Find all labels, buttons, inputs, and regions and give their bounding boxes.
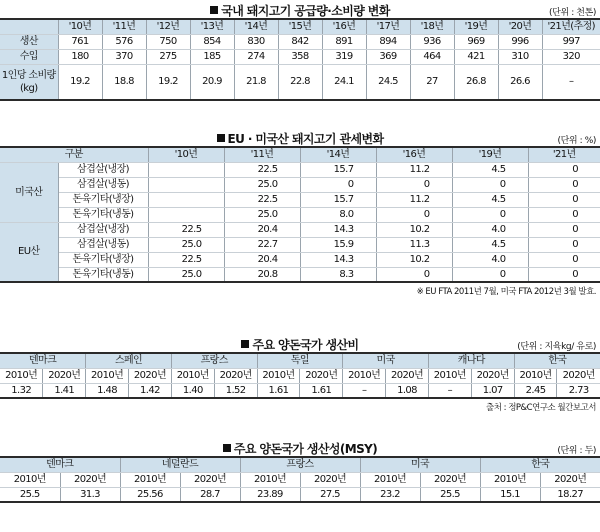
table-row bbox=[0, 252, 600, 267]
table-cell: 1.08 bbox=[386, 383, 429, 398]
header-cell bbox=[0, 19, 58, 34]
table-cell bbox=[148, 207, 224, 222]
table-cell: 842 bbox=[278, 34, 322, 49]
table-cell: 25.5 bbox=[420, 487, 480, 502]
table-cell: 370 bbox=[102, 49, 146, 64]
table-cell: 21.8 bbox=[234, 64, 278, 100]
table-cell: 1.61 bbox=[257, 383, 300, 398]
table-row bbox=[0, 162, 600, 177]
table-cell: 854 bbox=[190, 34, 234, 49]
table-cell: 22.5 bbox=[224, 162, 300, 177]
header-cell: 구분 bbox=[0, 147, 148, 162]
title-text: 주요 양돈국가 생산성(MSY) bbox=[233, 442, 378, 456]
table-cell: 25.0 bbox=[148, 237, 224, 252]
square-bullet-icon bbox=[223, 444, 231, 452]
title-text: 국내 돼지고기 공급량·소비량 변화 bbox=[221, 4, 390, 18]
square-bullet-icon bbox=[217, 134, 225, 142]
table-cell: 10.2 bbox=[376, 252, 452, 267]
table-cell: 969 bbox=[454, 34, 498, 49]
table-cell: – bbox=[542, 64, 600, 100]
table-cell: 0 bbox=[528, 207, 600, 222]
year-header: 2020년 bbox=[43, 368, 86, 383]
square-bullet-icon bbox=[210, 6, 218, 14]
table-cell: 0 bbox=[376, 207, 452, 222]
square-bullet-icon bbox=[241, 340, 249, 348]
table-cell: 25.0 bbox=[224, 177, 300, 192]
table-header-row bbox=[0, 353, 600, 368]
year-header: '18년 bbox=[410, 19, 454, 34]
item-label: 돈육기타(냉장) bbox=[58, 192, 148, 207]
table-cell bbox=[148, 192, 224, 207]
country-header: 캐나다 bbox=[428, 353, 514, 368]
table-cell: 0 bbox=[528, 252, 600, 267]
table-cell: 14.3 bbox=[300, 222, 376, 237]
unit-label: (단위 : 두) bbox=[557, 446, 596, 456]
year-header: 2010년 bbox=[428, 368, 471, 383]
year-header: 2020년 bbox=[386, 368, 429, 383]
table-cell: 8.3 bbox=[300, 267, 376, 282]
table-cell: 23.89 bbox=[240, 487, 300, 502]
group-label: EU산 bbox=[0, 222, 58, 282]
table-cell: 0 bbox=[528, 267, 600, 282]
table-cell: 11.2 bbox=[376, 162, 452, 177]
table-cell: 1.42 bbox=[129, 383, 172, 398]
table-cell: 19.2 bbox=[58, 64, 102, 100]
table-cell: 830 bbox=[234, 34, 278, 49]
row-label: 생산 bbox=[0, 34, 58, 49]
item-label: 삼겹살(냉동) bbox=[58, 237, 148, 252]
item-label: 돈육기타(냉동) bbox=[58, 267, 148, 282]
year-header: 2020년 bbox=[60, 472, 120, 487]
table-cell: 358 bbox=[278, 49, 322, 64]
production-cost-section bbox=[0, 334, 600, 413]
year-header: '20년 bbox=[498, 19, 542, 34]
item-label: 돈육기타(냉장) bbox=[58, 252, 148, 267]
table-cell: 369 bbox=[366, 49, 410, 64]
table-cell: 0 bbox=[452, 267, 528, 282]
table-cell: 996 bbox=[498, 34, 542, 49]
table-row bbox=[0, 34, 600, 49]
table-cell: 180 bbox=[58, 49, 102, 64]
row-label-text: 1인당 소비량 (kg) bbox=[1, 69, 56, 94]
table-cell: 18.8 bbox=[102, 64, 146, 100]
year-header: '14년 bbox=[234, 19, 278, 34]
table-cell: 0 bbox=[376, 267, 452, 282]
table-cell: – bbox=[343, 383, 386, 398]
table-cell: 22.5 bbox=[148, 222, 224, 237]
production-cost-title bbox=[0, 336, 600, 353]
productivity-table bbox=[0, 456, 600, 503]
table-cell: 27.5 bbox=[300, 487, 360, 502]
table-cell: 319 bbox=[322, 49, 366, 64]
year-header: 2010년 bbox=[0, 368, 43, 383]
table-cell: 275 bbox=[146, 49, 190, 64]
table-cell: 8.0 bbox=[300, 207, 376, 222]
table-cell: 576 bbox=[102, 34, 146, 49]
table-cell: 761 bbox=[58, 34, 102, 49]
table-cell: 11.2 bbox=[376, 192, 452, 207]
unit-label: (단위 : 천톤) bbox=[549, 8, 596, 18]
year-header: '21년 bbox=[528, 147, 600, 162]
year-header: 2010년 bbox=[0, 472, 60, 487]
table-cell: 18.27 bbox=[540, 487, 600, 502]
table-cell: 0 bbox=[452, 207, 528, 222]
table-cell: 1.61 bbox=[300, 383, 343, 398]
table-cell: 1.48 bbox=[86, 383, 129, 398]
table-cell bbox=[148, 177, 224, 192]
year-header: '17년 bbox=[366, 19, 410, 34]
table-cell: 25.0 bbox=[224, 207, 300, 222]
table-cell: 15.9 bbox=[300, 237, 376, 252]
table-row bbox=[0, 267, 600, 282]
table-cell: 936 bbox=[410, 34, 454, 49]
table-cell: 20.4 bbox=[224, 222, 300, 237]
table-cell bbox=[148, 162, 224, 177]
table-cell: 0 bbox=[528, 237, 600, 252]
table-cell: 11.3 bbox=[376, 237, 452, 252]
year-header: 2020년 bbox=[300, 368, 343, 383]
year-header: 2010년 bbox=[480, 472, 540, 487]
country-header: 한국 bbox=[514, 353, 600, 368]
item-label: 삼겹살(냉장) bbox=[58, 222, 148, 237]
year-header: 2020년 bbox=[129, 368, 172, 383]
table-cell: 2.73 bbox=[557, 383, 600, 398]
table-row bbox=[0, 383, 600, 398]
table-cell: 1.40 bbox=[171, 383, 214, 398]
tariff-section bbox=[0, 128, 600, 297]
table-cell: 24.1 bbox=[322, 64, 366, 100]
country-header: 덴마크 bbox=[0, 353, 86, 368]
year-header: '10년 bbox=[148, 147, 224, 162]
year-header: 2020년 bbox=[300, 472, 360, 487]
unit-label: (단위 : %) bbox=[557, 136, 596, 146]
supply-consumption-title bbox=[0, 2, 600, 19]
table-cell: 15.7 bbox=[300, 162, 376, 177]
table-cell: – bbox=[428, 383, 471, 398]
tariff-title bbox=[0, 130, 600, 147]
supply-consumption-section bbox=[0, 0, 600, 101]
table-row bbox=[0, 487, 600, 502]
year-header: '10년 bbox=[58, 19, 102, 34]
year-header: 2010년 bbox=[120, 472, 180, 487]
country-header: 프랑스 bbox=[171, 353, 257, 368]
table-cell: 4.5 bbox=[452, 192, 528, 207]
table-cell: 27 bbox=[410, 64, 454, 100]
table-cell: 2.45 bbox=[514, 383, 557, 398]
table-cell: 23.2 bbox=[360, 487, 420, 502]
table-row bbox=[0, 368, 600, 383]
productivity-section bbox=[0, 438, 600, 503]
title-text: 주요 양돈국가 생산비 bbox=[252, 338, 359, 352]
year-header: 2020년 bbox=[214, 368, 257, 383]
table-cell: 4.0 bbox=[452, 252, 528, 267]
item-label: 돈육기타(냉동) bbox=[58, 207, 148, 222]
table-cell: 0 bbox=[376, 177, 452, 192]
table-header-row bbox=[0, 457, 600, 472]
item-label: 삼겹살(냉동) bbox=[58, 177, 148, 192]
year-header: 2020년 bbox=[420, 472, 480, 487]
tariff-table bbox=[0, 146, 600, 283]
country-header: 프랑스 bbox=[240, 457, 360, 472]
table-header-row bbox=[0, 19, 600, 34]
country-header: 덴마크 bbox=[0, 457, 120, 472]
table-cell: 20.9 bbox=[190, 64, 234, 100]
table-row bbox=[0, 177, 600, 192]
table-cell: 750 bbox=[146, 34, 190, 49]
year-header: '11년 bbox=[102, 19, 146, 34]
table-cell: 0 bbox=[528, 192, 600, 207]
table-cell: 26.6 bbox=[498, 64, 542, 100]
table-cell: 4.5 bbox=[452, 162, 528, 177]
table-row bbox=[0, 207, 600, 222]
item-label: 삼겹살(냉장) bbox=[58, 162, 148, 177]
year-header: '14년 bbox=[300, 147, 376, 162]
fta-note: ※ EU FTA 2011년 7월, 미국 FTA 2012년 3월 발효. bbox=[416, 287, 596, 297]
country-header: 미국 bbox=[343, 353, 429, 368]
year-header: 2010년 bbox=[514, 368, 557, 383]
year-header: 2010년 bbox=[343, 368, 386, 383]
table-cell: 421 bbox=[454, 49, 498, 64]
table-cell: 997 bbox=[542, 34, 600, 49]
source-note: 출처 : 정P&C연구소 월간보고서 bbox=[486, 403, 596, 413]
table-cell: 4.5 bbox=[452, 237, 528, 252]
table-cell: 0 bbox=[528, 162, 600, 177]
table-cell: 22.5 bbox=[148, 252, 224, 267]
year-header: '19년 bbox=[452, 147, 528, 162]
year-header: 2010년 bbox=[240, 472, 300, 487]
table-cell: 0 bbox=[300, 177, 376, 192]
year-header: '21년(추정) bbox=[542, 19, 600, 34]
table-cell: 20.4 bbox=[224, 252, 300, 267]
table-cell: 25.56 bbox=[120, 487, 180, 502]
year-header: 2010년 bbox=[360, 472, 420, 487]
table-cell: 14.3 bbox=[300, 252, 376, 267]
title-text: EU · 미국산 돼지고기 관세변화 bbox=[227, 132, 384, 146]
year-header: 2020년 bbox=[471, 368, 514, 383]
year-header: '11년 bbox=[224, 147, 300, 162]
table-cell: 274 bbox=[234, 49, 278, 64]
table-cell: 22.8 bbox=[278, 64, 322, 100]
table-cell: 20.8 bbox=[224, 267, 300, 282]
year-header: 2010년 bbox=[257, 368, 300, 383]
table-cell: 0 bbox=[528, 177, 600, 192]
table-cell: 464 bbox=[410, 49, 454, 64]
year-header: '12년 bbox=[146, 19, 190, 34]
table-cell: 22.7 bbox=[224, 237, 300, 252]
country-header: 네덜란드 bbox=[120, 457, 240, 472]
year-header: 2010년 bbox=[86, 368, 129, 383]
country-header: 미국 bbox=[360, 457, 480, 472]
year-header: '16년 bbox=[322, 19, 366, 34]
table-cell: 10.2 bbox=[376, 222, 452, 237]
table-cell: 310 bbox=[498, 49, 542, 64]
year-header: '19년 bbox=[454, 19, 498, 34]
supply-consumption-table bbox=[0, 18, 600, 101]
production-cost-table bbox=[0, 352, 600, 399]
year-header: 2020년 bbox=[540, 472, 600, 487]
table-cell: 15.1 bbox=[480, 487, 540, 502]
productivity-title bbox=[0, 440, 600, 457]
table-cell: 1.52 bbox=[214, 383, 257, 398]
table-cell: 31.3 bbox=[60, 487, 120, 502]
table-cell: 0 bbox=[452, 177, 528, 192]
table-cell: 891 bbox=[322, 34, 366, 49]
table-cell: 25.0 bbox=[148, 267, 224, 282]
unit-label: (단위 : 지육kg/ 유로) bbox=[517, 342, 596, 352]
table-row bbox=[0, 49, 600, 64]
country-header: 독일 bbox=[257, 353, 343, 368]
table-row bbox=[0, 472, 600, 487]
table-cell: 4.0 bbox=[452, 222, 528, 237]
table-cell: 320 bbox=[542, 49, 600, 64]
table-header-row bbox=[0, 147, 600, 162]
table-cell: 24.5 bbox=[366, 64, 410, 100]
row-label bbox=[0, 64, 58, 100]
year-header: '15년 bbox=[278, 19, 322, 34]
table-cell: 22.5 bbox=[224, 192, 300, 207]
table-row bbox=[0, 64, 600, 100]
table-cell: 19.2 bbox=[146, 64, 190, 100]
table-cell: 894 bbox=[366, 34, 410, 49]
year-header: '13년 bbox=[190, 19, 234, 34]
table-row bbox=[0, 222, 600, 237]
table-cell: 26.8 bbox=[454, 64, 498, 100]
table-cell: 1.41 bbox=[43, 383, 86, 398]
table-cell: 28.7 bbox=[180, 487, 240, 502]
country-header: 스페인 bbox=[86, 353, 172, 368]
table-row bbox=[0, 192, 600, 207]
group-label: 미국산 bbox=[0, 162, 58, 222]
year-header: 2020년 bbox=[180, 472, 240, 487]
year-header: 2010년 bbox=[171, 368, 214, 383]
year-header: 2020년 bbox=[557, 368, 600, 383]
country-header: 한국 bbox=[480, 457, 600, 472]
year-header: '16년 bbox=[376, 147, 452, 162]
table-row bbox=[0, 237, 600, 252]
table-cell: 1.07 bbox=[471, 383, 514, 398]
table-cell: 1.32 bbox=[0, 383, 43, 398]
table-cell: 25.5 bbox=[0, 487, 60, 502]
table-cell: 185 bbox=[190, 49, 234, 64]
row-label: 수입 bbox=[0, 49, 58, 64]
table-cell: 15.7 bbox=[300, 192, 376, 207]
table-cell: 0 bbox=[528, 222, 600, 237]
